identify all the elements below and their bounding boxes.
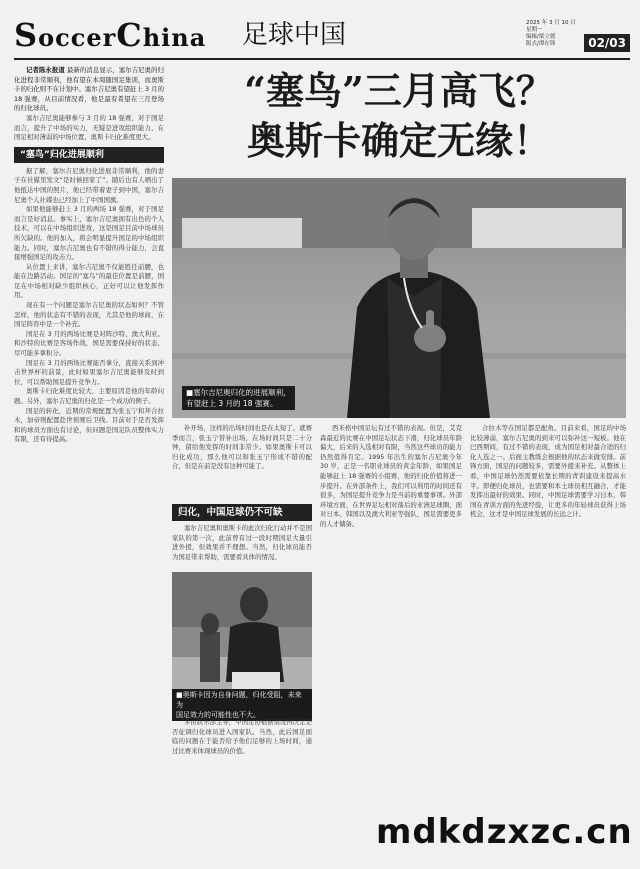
headline [172,66,626,166]
issue-layout: 版式/谭在锋 [526,41,556,47]
paragraph: 现在有一个问题是塞尔吉尼奥的状态如何？不管怎样，他的状态有不错的表现，尤其是他的球商，在国足阵容中是一个补充。 [14,301,164,329]
paragraph: 如果他能够赶上 3 月的两场 18 强赛，对于国足而言是好消息。事实上，塞尔吉尼奥拥有出色的个人技术，可以在中场组织进攻，这是国足目前中场球员所欠缺的。他的加入，将会明显提升国足的中场组织能力。同时，塞尔吉尼奥也有不错的得分能力，会直接增强国足的攻击力。 [14,205,164,262]
paragraph: 从位置上来讲，塞尔吉尼奥不仅能胜任前腰，也能在边路活动。国足的“塞鸟”的最佳位置是前腰，国足在中场相对缺少组织核心，正好可以让他发挥作用。 [14,262,164,300]
issue-editor: 编辑/梁立德 [526,34,556,40]
right-column-b [470,424,626,810]
masthead-divider [14,58,630,60]
masthead [14,16,630,54]
section-heading-naturalization-needed: 归化，中国足球仍不可缺 [172,504,312,521]
site-watermark: mdkdzxzc.cn [376,812,633,852]
paragraph: 多由跃乐部主导，中国足协根据情况再决定是否征调归化球员进入国家队。当然，此后国足面临的问题在于能否给予他们足够的上场时间，通过比赛来体现球员的价值。 [172,718,312,755]
middle-column-top [172,424,312,500]
paragraph: 国足的转化，近期的常规配置为张玉宁和拜合拉木，加帝则配置赴世预赛后卫线。目前对于是否发挥和的球员方面也有讨论，但问题是国足队员整体实力有限，还有待提高。 [14,406,164,444]
byline: 记者陈永报道 [26,66,65,74]
main-photo-caption [182,386,295,410]
middle-column-mid [172,524,312,568]
page-number-badge: 02/03 [584,34,630,52]
paragraph: 补开场，这样的出场时间也是在太短了。就赛季而言，张玉宁替补出场，在场时间只是二十分钟，留给他发挥的时间非常少。如果奥斯卡可以归化成功，那么他可以和张玉宁形成不错的配合，但是在前是没有这种可能了。 [172,424,312,471]
player-photo-illustration [172,178,626,418]
brand-letter-c: C [116,16,143,54]
brand-hina: hina [142,23,207,52]
caption-line: 国足效力的可能性也不大。 [176,711,260,719]
paragraph: 合拉木等在国足都是配角。目前来看，国足的中场比较薄弱，塞尔吉尼奥的到来可以弥补这一短板。他在巴西期间，有过不错的表现，成为国足相对最合适的归化人选之一。后面主教练会根据他的状态来做安排。前锋方面，国足的问题较多，需要外援来补充。从整体上看，中国足球仍然需要依靠长期的青训建设来提高水平。即便归化球员，也需要和本土球员相互融合，才能发挥出最好的效果。同时，中国足球需要学习日本、韩国在青训方面的先进经验，让更多的年轻球员获得上场机会，这才是中国足球发展的长远之计。 [470,424,626,519]
right-column-a [320,424,462,858]
paragraph: 塞尔吉尼奥和奥斯卡的此次归化行动并不是国家队的第一次，此前曾有过一段时期国足大量引进外援，但效果并不理想。当然，归化球员能否为国足带来帮助，需要看具体的情况。 [172,524,312,561]
brand-letter-s: S [14,16,39,54]
oscar-photo [172,572,312,719]
caption-line: 有望赶上 3 月的 18 强赛。 [186,399,278,408]
lead-text: 最新的消息显示，塞尔吉尼奥的归化进程非常顺利，他有望在本周随国足集训，而奥斯卡的归化则不在计划中。塞尔吉尼奥有望赶上 3 月的 18 强赛，从目前情况看，他是最有希望在三月登场的归化球员。 [14,66,164,113]
brand-logo [14,16,206,57]
paragraph: 塞尔吉尼奥能够参与 3 月的 18 强赛，对于国足而言，提升了中场的实力，无疑是进攻组织能力、在国足相对薄弱的中场位置，奥斯卡归化难度更大。 [14,113,164,142]
paragraph: 西米格中国足坛有过不错的表现。但是，艾克森最近的比赛在中国足坛状态下滑，归化球员年龄偏大，后来的入选相对有限，当然这些球员的能力仍然值得肯定。1995 年出生的塞尔吉尼奥今年 30 岁，正是一名职业球员的黄金年龄，如果国足能够赶上 18 强赛的小组赛，他的归化价值将进一步提升。在外部条件上，我们可以利用的时间还有很多，为国足提升竞争力是当前的重要事项。外部环境方面，在世界足坛相对落后的亚洲足球圈，面对日本、韩国以及澳大利亚等强队，国足需要更多的人才储备。 [320,424,462,528]
brand-chinese-title: 足球中国 [242,20,347,50]
caption-line: ■奥斯卡因为自身问题，归化受阻，未来为 [176,691,302,709]
middle-column-bottom [172,718,312,858]
caption-line: ■塞尔吉尼奥归化的进展顺利， [186,388,291,397]
issue-date: 2025 年 3 月 10 日 [526,20,576,26]
issue-weekday: 星期一 [526,27,543,33]
paragraph: 国足在 3 月的两场比赛能否拿分，直接关系到冲击世界杯的前景，此时如果塞尔吉尼奥能够及时到位，可以帮助国足提升竞争力。 [14,358,164,386]
headline-line-2: 奥斯卡确定无缘！ [246,118,551,163]
section-heading-naturalization: “塞鸟”归化进展顺利 [14,147,164,163]
paragraph: 奥斯卡归化难度比较大，主要原因是他的年龄问题。另外，塞尔吉尼奥的归化是一个成功的例子。 [14,387,164,405]
left-column [14,66,164,858]
paragraph: 据了解，塞尔吉尼奥归化进展非常顺利，他的妻子在社媒里发文“是时候回家了”。随后也有人晒出了他抵达中国的照片，他已经带着妻子到中国，塞尔吉尼奥个人社媒也已经加上了中国国旗。 [14,166,164,204]
brand-occer: occer [38,23,117,52]
oscar-photo-caption [172,689,312,721]
main-photo [172,178,626,418]
headline-line-1: “塞鸟”三月高飞？ [244,68,554,113]
lead-paragraph [14,66,164,114]
paragraph: 国足在 3 月的两场比赛是对阵沙特、澳大利亚。和沙特的比赛是客场作战，国足需要保持好的状态，尽可能多拿积分。 [14,329,164,358]
